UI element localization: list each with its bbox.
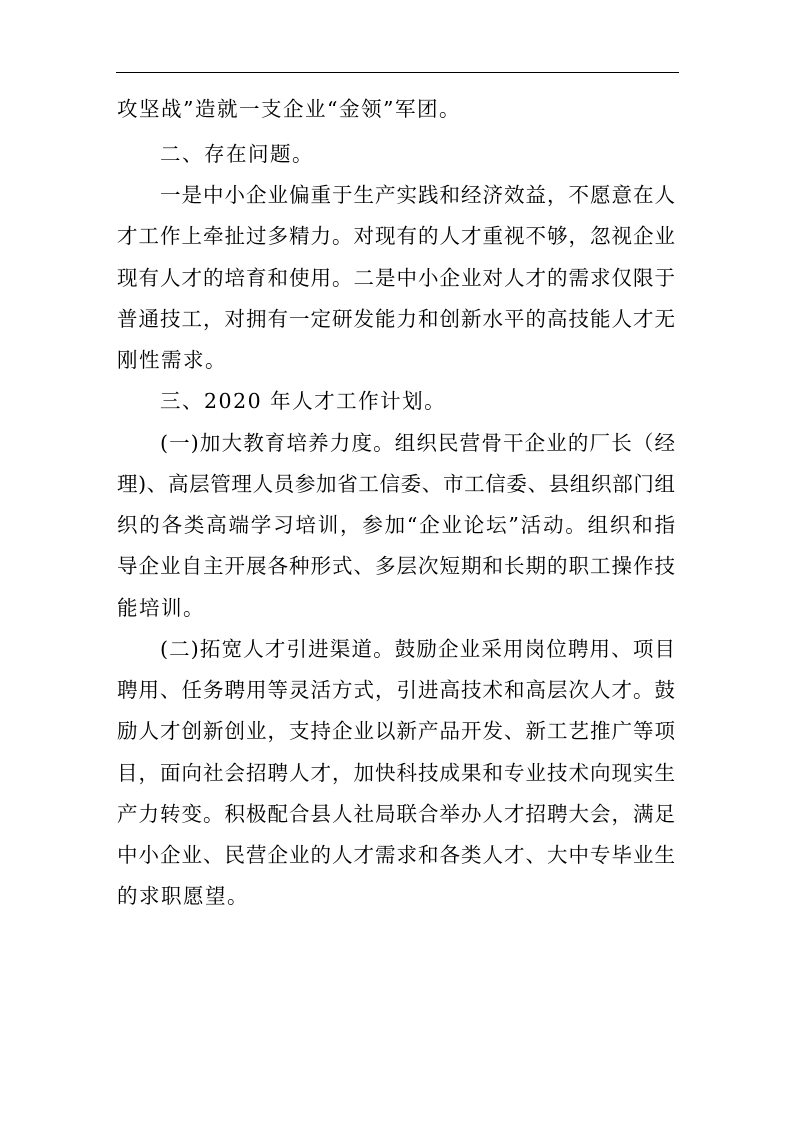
body-line: 产力转变。积极配合县人社局联合举办人才招聘大会，满足: [117, 802, 675, 826]
body-line: 现有人才的培育和使用。二是中小企业对人才的需求仅限于: [117, 266, 675, 290]
body-line: 的求职愿望。: [117, 884, 249, 908]
body-line: 聘用、任务聘用等灵活方式，引进高技术和高层次人才。鼓: [117, 678, 675, 702]
body-line: 理)、高层管理人员参加省工信委、市工信委、县组织部门组: [117, 472, 675, 496]
body-line: 中小企业、民营企业的人才需求和各类人才、大中专毕业生: [117, 843, 675, 867]
body-line: 能培训。: [117, 596, 205, 620]
body-line: 励人才创新创业，支持企业以新产品开发、新工艺推广等项: [117, 719, 675, 743]
body-line: 刚性需求。: [117, 348, 227, 372]
body-line: 目，面向社会招聘人才，加快科技成果和专业技术向现实生: [117, 761, 675, 785]
header-rule: [116, 72, 679, 73]
body-line: 普通技工，对拥有一定研发能力和创新水平的高技能人才无: [117, 307, 675, 331]
body-line: (一)加大教育培养力度。组织民营骨干企业的厂长（经: [160, 431, 675, 455]
body-line: 攻坚战”造就一支企业“金领”军团。: [117, 97, 461, 121]
body-line: 一是中小企业偏重于生产实践和经济效益，不愿意在人: [160, 183, 675, 207]
section-heading: 三、2020 年人才工作计划。: [160, 389, 447, 413]
body-line: 织的各类高端学习培训，参加“企业论坛”活动。组织和指: [117, 513, 675, 537]
section-heading: 二、存在问题。: [160, 142, 314, 166]
body-line: (二)拓宽人才引进渠道。鼓励企业采用岗位聘用、项目: [160, 637, 675, 661]
body-line: 才工作上牵扯过多精力。对现有的人才重视不够，忽视企业: [117, 224, 675, 248]
body-line: 导企业自主开展各种形式、多层次短期和长期的职工操作技: [117, 554, 675, 578]
